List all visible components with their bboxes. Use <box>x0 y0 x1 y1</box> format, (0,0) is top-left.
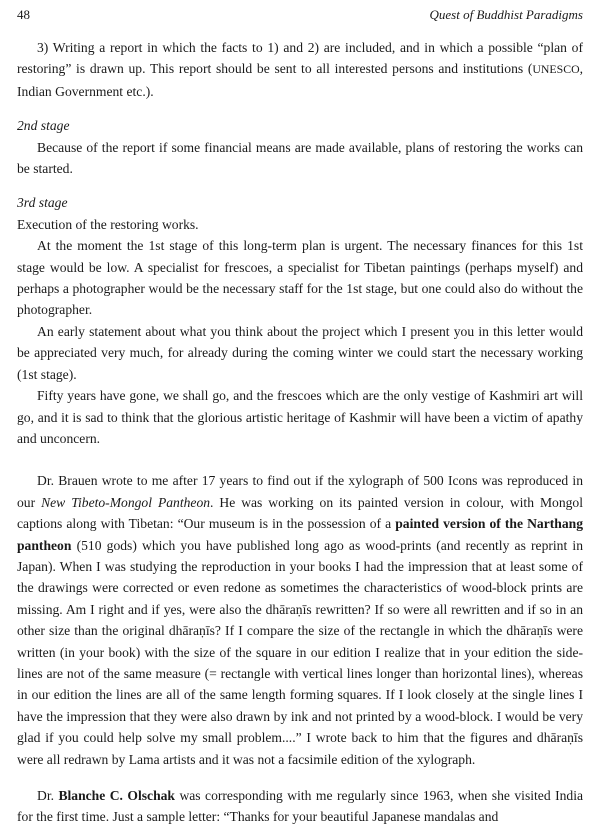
stage-3-paragraph-3: Fifty years have gone, we shall go, and the frescoes which are the only vestige of Kashmiri art will go, and it is sad to think that the glorious artistic heritage of Kashmir will have been a victim of apathy and unconcern. <box>17 388 583 446</box>
olschak-text-a: Dr. <box>37 788 59 803</box>
stage-3-first-line: Execution of the restoring works. <box>17 216 199 232</box>
person-name: Blanche C. Olschak <box>58 788 175 803</box>
stage-3-paragraph-2: An early statement about what you think about the project which I present you in this letter would be appreciated very much, for already during the coming winter we could start the necessary working (1st stage). <box>17 323 583 382</box>
olschak-text-b: was corresponding with me regularly since 1963, when she visited India for the first time. Just a sample letter: “Thanks for your beautiful Japanese mandalas and <box>17 788 584 825</box>
brauen-text-a: Dr. Brauen wrote to me after 17 years to find out if the xylograph of 500 Icons was reproduced in our <box>17 473 583 510</box>
item-3-text: 3) Writing a report in which the facts to 1) and 2) are included, and in which a possible “plan of restoring” is drawn up. This report should be sent to all interested persons and institutions ( <box>17 40 583 77</box>
item-3-tail: , Indian Government etc.). <box>17 61 583 99</box>
item-3-paragraph <box>17 37 583 102</box>
unesco-abbreviation: UNESCO <box>532 62 580 77</box>
section-gap <box>17 449 583 470</box>
brauen-text-c: (510 gods) which you have published long ago as wood-prints (and recently as reprint in Japan). When I was studying the reproduction in your books I had the impression that at least some of the drawings were corrected or even redone as sometimes the characteristics of wood-block prints are missing. Am I right and if yes, were also the dhāraṇīs rewritten? If so were all rewritten and if so in an other size than the original dhāraṇīs? If I compare the size of the rectangle in which the dhāraṇīs were written (in your book) with the size of the square in our edition I realize that in your edition the side-lines are not of the same measure (= rectangle with vertical lines longer than horizontal lines), whereas in our edition the lines are all of the same length forming squares. If I look closely at the single lines I have the impression that they were also drawn by ink and not printed by a wood-block. I would be very glad if you could help solve my small problem....” I wrote back to him that the figures and dhāraṇīs were all redrawn by Lama artists and it was not a facsimile edition of the xylograph. <box>17 537 583 767</box>
stage-2-paragraph: Because of the report if some financial means are made available, plans of restoring the works can be started. <box>17 139 583 177</box>
bold-phrase: painted version of the Narthang pantheon <box>17 516 583 553</box>
book-title: New Tibeto-Mongol Pantheon <box>41 494 211 510</box>
page-number: 48 <box>17 7 30 22</box>
brauen-text-b: . He was working on its painted version in colour, with Mongol captions along with Tibetan: “Our museum is in the possession of a <box>17 494 583 532</box>
stage-3-heading: 3rd stage <box>17 195 68 211</box>
olschak-paragraph <box>17 785 583 828</box>
stage-3-paragraph-1: At the moment the 1st stage of this long-term plan is urgent. The necessary finances for this 1st stage would be low. A specialist for frescoes, a specialist for Tibetan paintings (perhaps myself) and perhaps a photographer would be the necessary staff for the 1st stage, but one could also do without the photographer. <box>17 238 583 318</box>
section-gap <box>17 770 583 785</box>
brauen-paragraph <box>17 470 583 770</box>
page-body <box>17 37 583 828</box>
page-header <box>17 7 583 25</box>
stage-2-heading: 2nd stage <box>17 118 70 134</box>
running-title: Quest of Buddhist Paradigms <box>429 7 583 22</box>
